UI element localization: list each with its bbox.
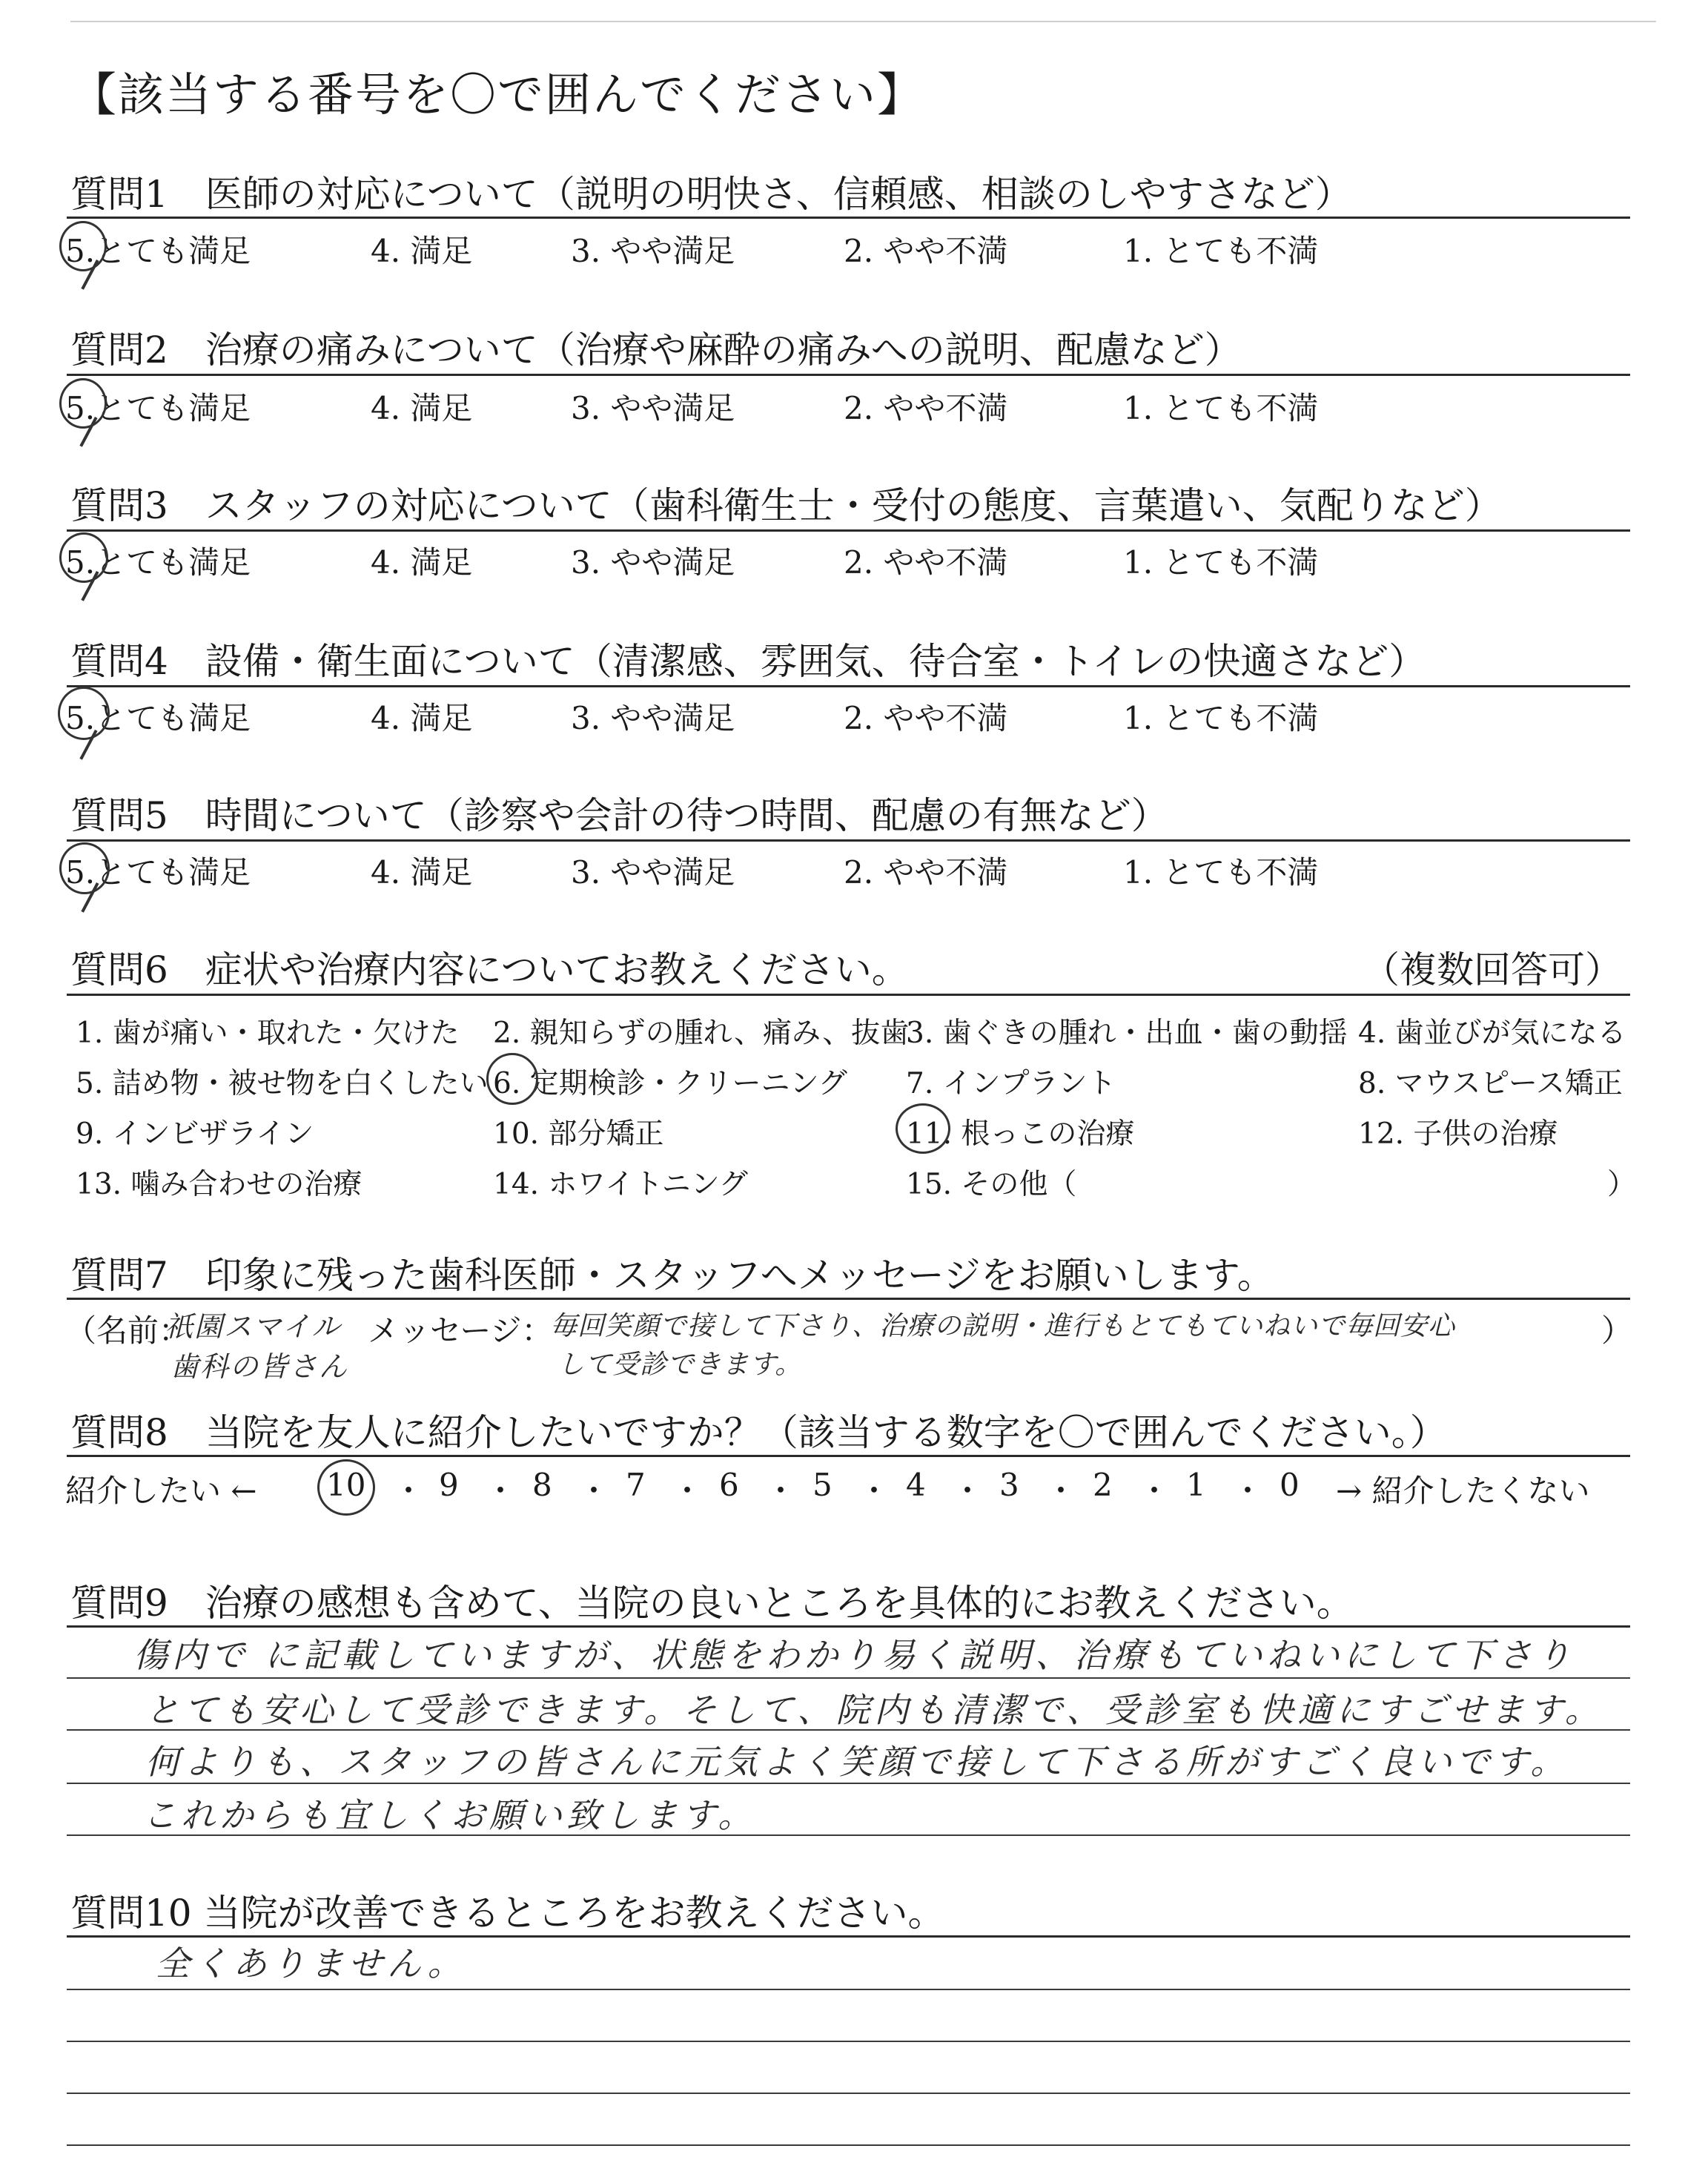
- q1-option-4[interactable]: 4. 満足: [371, 233, 473, 269]
- question-1-title: 質問1 医師の対応について（説明の明快さ、信頼感、相談のしやすさなど）: [70, 173, 1352, 216]
- q10-answer-line-1[interactable]: 全くありません。: [156, 1943, 466, 1984]
- q8-separator: ・: [485, 1473, 517, 1509]
- q7-name-label: （名前：: [65, 1312, 191, 1349]
- q8-separator: ・: [393, 1473, 425, 1509]
- q5-option-3[interactable]: 3. やや満足: [571, 854, 735, 891]
- top-border: [70, 21, 1656, 22]
- question-2-rule: [67, 374, 1630, 376]
- q6-item-4[interactable]: 4. 歯並びが気になる: [1358, 1017, 1626, 1050]
- q9-writing-line: [67, 1783, 1630, 1784]
- question-1-rule: [67, 217, 1630, 219]
- q1-option-1[interactable]: 1. とても不満: [1123, 233, 1319, 269]
- q7-close-paren: ）: [1601, 1312, 1633, 1349]
- q6-selection-circle-6: [486, 1053, 538, 1105]
- q1-option-3[interactable]: 3. やや満足: [571, 233, 735, 269]
- q8-selection-circle: [317, 1459, 375, 1516]
- q7-name-value-line1: 祇園スマイル: [165, 1310, 342, 1343]
- question-4-rule: [67, 685, 1630, 687]
- q10-writing-line: [67, 2144, 1630, 2146]
- q8-scale-1[interactable]: 1: [1186, 1467, 1206, 1503]
- q8-scale-0[interactable]: 0: [1280, 1467, 1300, 1503]
- q1-option-2[interactable]: 2. やや不満: [844, 233, 1008, 269]
- question-3-title: 質問3 スタッフの対応について（歯科衛生士・受付の態度、言葉遣い、気配りなど）: [70, 484, 1502, 527]
- q7-name-value-line2: 歯科の皆さん: [171, 1350, 349, 1383]
- question-6-rule: [67, 994, 1630, 996]
- question-8-title: 質問8 当院を友人に紹介したいですか？（該当する数字を〇で囲んでください。）: [70, 1411, 1447, 1454]
- question-10-title: 質問10 当院が改善できるところをお教えください。: [70, 1892, 945, 1935]
- q10-writing-line: [67, 2041, 1630, 2042]
- q8-separator: ・: [578, 1473, 610, 1509]
- q5-option-4[interactable]: 4. 満足: [371, 854, 473, 891]
- q2-option-3[interactable]: 3. やや満足: [571, 390, 735, 426]
- q3-option-5[interactable]: 5.とても満足: [65, 544, 251, 581]
- q4-option-4[interactable]: 4. 満足: [371, 700, 473, 736]
- q8-right-label: → 紹介したくない: [1336, 1473, 1590, 1509]
- q2-option-4[interactable]: 4. 満足: [371, 390, 473, 426]
- q4-option-5[interactable]: 5.とても満足: [65, 700, 251, 736]
- q5-option-2[interactable]: 2. やや不満: [844, 854, 1008, 891]
- question-5-rule: [67, 839, 1630, 842]
- question-6-note: （複数回答可）: [1363, 948, 1622, 991]
- q9-answer-line-2[interactable]: とても安心して受診できます。そして、院内も清潔で、受診室も快適にすごせます。: [145, 1690, 1603, 1730]
- q8-scale-3[interactable]: 3: [999, 1467, 1019, 1503]
- q9-answer-line-4[interactable]: これからも宜しくお願い致します。: [142, 1795, 757, 1835]
- q8-separator: ・: [952, 1473, 984, 1509]
- page-header: 【該当する番号を〇で囲んでください】: [70, 67, 925, 122]
- q8-scale-8[interactable]: 8: [532, 1467, 552, 1503]
- question-5-title: 質問5 時間について（診察や会計の待つ時間、配慮の有無など）: [70, 794, 1168, 837]
- q6-item-8[interactable]: 8. マウスピース矯正: [1358, 1067, 1623, 1100]
- q8-left-label: 紹介したい ←: [65, 1473, 257, 1509]
- q6-item-14[interactable]: 14. ホワイトニング: [493, 1168, 748, 1201]
- q6-item-1[interactable]: 1. 歯が痛い・取れた・欠けた: [76, 1017, 460, 1050]
- q8-scale-6[interactable]: 6: [719, 1467, 739, 1503]
- q3-option-2[interactable]: 2. やや不満: [844, 544, 1008, 581]
- q8-scale-4[interactable]: 4: [906, 1467, 926, 1503]
- q8-scale-2[interactable]: 2: [1093, 1467, 1113, 1503]
- q6-item-5[interactable]: 5. 詰め物・被せ物を白くしたい: [76, 1067, 489, 1100]
- question-2-title: 質問2 治療の痛みについて（治療や麻酔の痛みへの説明、配慮など）: [70, 328, 1242, 371]
- q9-answer-line-1[interactable]: 傷内で に記載していますが、状態をわかり易く説明、治療もていねいにして下さり: [133, 1635, 1575, 1675]
- q6-item-9[interactable]: 9. インビザライン: [76, 1117, 314, 1151]
- question-4-title: 質問4 設備・衛生面について（清潔感、雰囲気、待合室・トイレの快適さなど）: [70, 640, 1426, 683]
- q6-item-15[interactable]: 15. その他（: [906, 1168, 1077, 1201]
- q8-separator: ・: [672, 1473, 704, 1509]
- question-3-rule: [67, 529, 1630, 532]
- q6-item-10[interactable]: 10. 部分矯正: [493, 1117, 664, 1151]
- q8-separator: ・: [1232, 1473, 1264, 1509]
- q4-selection-circle: [58, 687, 110, 740]
- question-9-title: 質問9 治療の感想も含めて、当院の良いところを具体的にお教えください。: [70, 1582, 1354, 1625]
- q5-option-5[interactable]: 5.とても満足: [65, 854, 251, 891]
- q10-writing-line: [67, 2093, 1630, 2094]
- q6-item-3[interactable]: 3. 歯ぐきの腫れ・出血・歯の動揺: [906, 1017, 1348, 1050]
- q5-selection-circle: [59, 842, 110, 894]
- q7-message-line1[interactable]: 毎回笑顔で接して下さり、治療の説明・進行もとてもていねいで毎回安心: [550, 1311, 1456, 1341]
- q4-option-3[interactable]: 3. やや満足: [571, 700, 735, 736]
- q6-item-2[interactable]: 2. 親知らずの腫れ、痛み、抜歯: [493, 1017, 910, 1050]
- q6-item-6[interactable]: 6. 定期検診・クリーニング: [493, 1067, 847, 1100]
- q1-option-5[interactable]: 5.とても満足: [65, 233, 251, 269]
- q3-selection-circle: [59, 532, 108, 583]
- q6-item-13[interactable]: 13. 噛み合わせの治療: [76, 1168, 363, 1201]
- q6-item-11[interactable]: 11. 根っこの治療: [906, 1117, 1135, 1151]
- q1-selection-circle: [59, 221, 107, 271]
- q2-option-2[interactable]: 2. やや不満: [844, 390, 1008, 426]
- q4-option-2[interactable]: 2. やや不満: [844, 700, 1008, 736]
- q2-selection-circle: [59, 378, 107, 429]
- q5-option-1[interactable]: 1. とても不満: [1123, 854, 1319, 891]
- q2-option-5[interactable]: 5.とても満足: [65, 390, 251, 426]
- q7-message-line2[interactable]: して受診できます。: [557, 1350, 803, 1380]
- q3-option-4[interactable]: 4. 満足: [371, 544, 473, 581]
- q8-scale-7[interactable]: 7: [626, 1467, 646, 1503]
- q3-option-3[interactable]: 3. やや満足: [571, 544, 735, 581]
- q7-message-label: メッセージ：: [368, 1312, 553, 1349]
- q3-option-1[interactable]: 1. とても不満: [1123, 544, 1319, 581]
- question-7-title: 質問7 印象に残った歯科医師・スタッフへメッセージをお願いします。: [70, 1254, 1274, 1297]
- q4-option-1[interactable]: 1. とても不満: [1123, 700, 1319, 736]
- q8-scale-10[interactable]: 10: [326, 1467, 366, 1503]
- q8-separator: ・: [1139, 1473, 1171, 1509]
- question-9-rule: [67, 1625, 1630, 1628]
- q8-separator: ・: [765, 1473, 797, 1509]
- question-6-title: 質問6 症状や治療内容についてお教えください。: [70, 948, 909, 991]
- question-7-rule: [67, 1298, 1630, 1300]
- q8-scale-5[interactable]: 5: [812, 1467, 833, 1503]
- q8-scale-9[interactable]: 9: [439, 1467, 459, 1503]
- question-8-rule: [67, 1455, 1630, 1457]
- q6-selection-circle-11: [896, 1103, 950, 1154]
- q8-separator: ・: [858, 1473, 890, 1509]
- q9-writing-line: [67, 1729, 1630, 1731]
- q9-writing-line: [67, 1834, 1630, 1836]
- q9-answer-line-3[interactable]: 何よりも、スタッフの皆さんに元気よく笑顔で接して下さる所がすごく良いです。: [145, 1742, 1569, 1782]
- q6-item-12[interactable]: 12. 子供の治療: [1358, 1117, 1558, 1151]
- q10-writing-line: [67, 1989, 1630, 1990]
- q6-item-7[interactable]: 7. インプラント: [906, 1067, 1116, 1100]
- q2-option-1[interactable]: 1. とても不満: [1123, 390, 1319, 426]
- q6-item-15-close: ）: [1607, 1168, 1637, 1201]
- q8-separator: ・: [1045, 1473, 1077, 1509]
- q9-writing-line: [67, 1677, 1630, 1679]
